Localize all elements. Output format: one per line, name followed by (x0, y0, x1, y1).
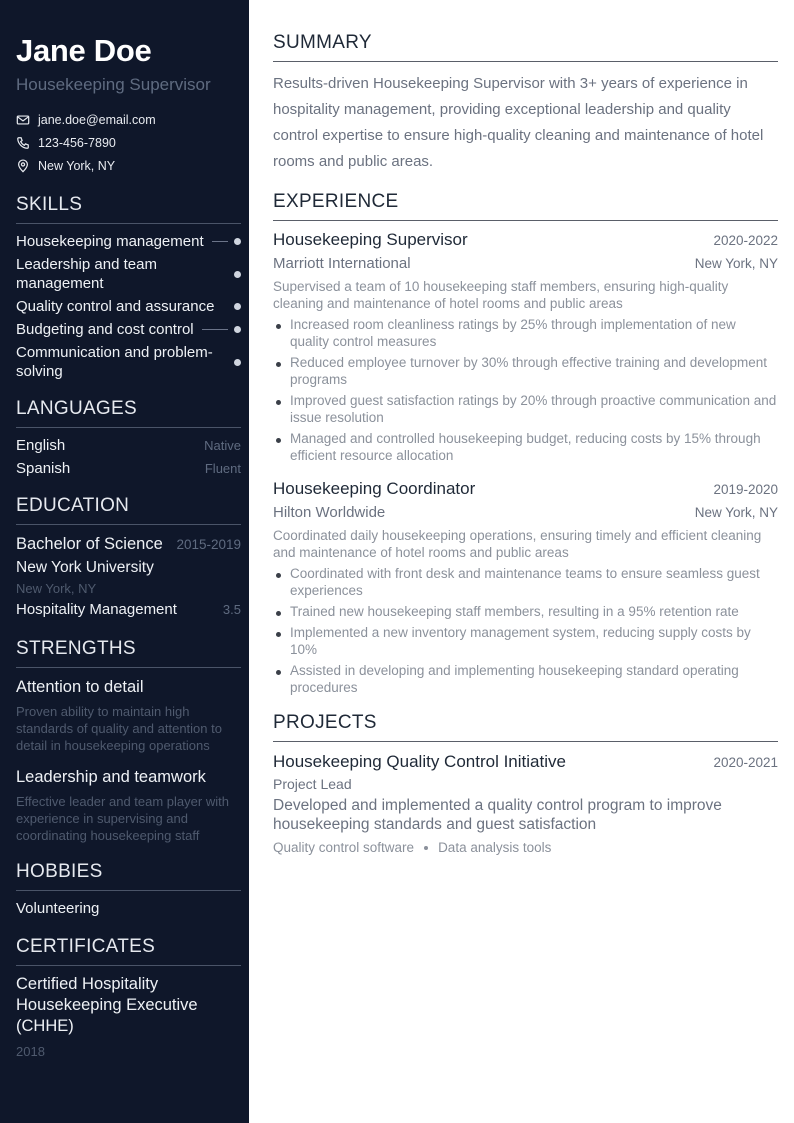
achievement-item: Implemented a new inventory management system, reducing supply costs by 10% (273, 624, 778, 658)
languages-heading: LANGUAGES (16, 397, 241, 428)
strength-description: Effective leader and team player with experience in supervising and coordinating housekeeping staff (16, 794, 229, 843)
project-description: Developed and implemented a quality control program to improve housekeeping standards and guest satisfaction (273, 797, 722, 833)
achievement-item: Improved guest satisfaction ratings by 20% through proactive communication and issue resolution (273, 392, 778, 426)
envelope-icon (16, 113, 30, 127)
project-tools (273, 840, 778, 855)
project-title-row (273, 751, 778, 773)
job-achievements (273, 316, 778, 464)
education-dates: 2015-2019 (176, 537, 241, 552)
skill-label: Housekeeping management (16, 233, 204, 250)
job-dates: 2019-2020 (713, 482, 778, 497)
job-description: Supervised a team of 10 housekeeping staff members, ensuring high-quality cleaning and maintenance of hotel rooms and public areas (273, 279, 729, 311)
language-item (16, 436, 241, 455)
skill-item (16, 232, 241, 251)
skill-dot (234, 271, 241, 278)
skill-item (16, 320, 241, 339)
job-location: New York, NY (694, 505, 778, 520)
project-item (273, 751, 778, 855)
project-role: Project Lead (273, 776, 352, 792)
sidebar (0, 0, 249, 1123)
location-text: New York, NY (38, 158, 116, 173)
skill-item (16, 297, 241, 316)
certificates-list (16, 974, 241, 1059)
projects-heading: PROJECTS (273, 712, 778, 742)
location-pin-icon (16, 159, 30, 173)
strength-description: Proven ability to maintain high standards of quality and attention to detail in housekeeping operations (16, 704, 222, 753)
education-degree-row (16, 533, 241, 555)
education-field: Hospitality Management (16, 601, 177, 618)
strengths-list (16, 676, 241, 844)
achievement-item: Increased room cleanliness ratings by 25% through implementation of new quality control measures (273, 316, 778, 350)
skill-label: Leadership and team management (16, 256, 157, 292)
education-gpa: 3.5 (222, 602, 241, 617)
skill-dot (234, 359, 241, 366)
contact-email[interactable] (16, 108, 241, 131)
tool-separator-dot (424, 846, 428, 850)
skill-dot (234, 326, 241, 333)
job-company: Marriott International (273, 255, 411, 272)
achievement-item: Trained new housekeeping staff members, resulting in a 95% retention rate (273, 603, 778, 620)
education-block (16, 533, 241, 621)
candidate-role: Housekeeping Supervisor (16, 75, 211, 94)
skill-connector (212, 241, 228, 242)
achievement-item: Assisted in developing and implementing housekeeping standard operating procedures (273, 662, 778, 696)
job-company-row (273, 251, 778, 275)
job-achievements (273, 565, 778, 696)
skill-label: Budgeting and cost control (16, 321, 194, 338)
certificates-heading: CERTIFICATES (16, 935, 241, 966)
language-level: Native (204, 438, 241, 453)
phone-text: 123-456-7890 (38, 135, 116, 150)
strengths-heading: STRENGTHS (16, 637, 241, 668)
job-title-row (273, 478, 778, 500)
skill-connector (222, 306, 228, 307)
experience-item (273, 478, 778, 696)
skill-dot (234, 238, 241, 245)
skill-label: Quality control and assurance (16, 298, 215, 315)
skill-item (16, 255, 241, 293)
job-title-row (273, 229, 778, 251)
achievement-item: Managed and controlled housekeeping budget, reducing costs by 15% through efficient resource allocation (273, 430, 778, 464)
achievement-item: Coordinated with front desk and maintenance teams to ensure seamless guest experiences (273, 565, 778, 599)
skills-heading: SKILLS (16, 193, 241, 224)
job-company: Hilton Worldwide (273, 504, 386, 521)
project-title: Housekeeping Quality Control Initiative (273, 752, 566, 771)
job-dates: 2020-2022 (713, 233, 778, 248)
skill-label: Communication and problem-solving (16, 344, 213, 380)
experience-item (273, 229, 778, 464)
achievement-item: Reduced employee turnover by 30% through effective training and development programs (273, 354, 778, 388)
language-name: English (16, 437, 66, 454)
languages-list (16, 436, 241, 478)
certificate-name: Certified Hospitality Housekeeping Executive (CHHE) (16, 975, 198, 1035)
contact-phone[interactable] (16, 131, 241, 154)
skill-dot (234, 303, 241, 310)
language-item (16, 459, 241, 478)
job-description: Coordinated daily housekeeping operations, ensuring timely and efficient cleaning and maintenance of hotel rooms and public areas (273, 528, 762, 560)
job-location: New York, NY (694, 256, 778, 271)
strength-title: Attention to detail (16, 678, 144, 696)
strength-item (16, 676, 241, 754)
job-company-row (273, 500, 778, 524)
candidate-name: Jane Doe (16, 33, 152, 68)
language-name: Spanish (16, 460, 71, 477)
strength-item (16, 766, 241, 844)
summary-text: Results-driven Housekeeping Supervisor with 3+ years of experience in hospitality management, providing exceptional leadership and quality control expertise to ensure high-quality cleaning and maintenance of hotel rooms and public areas. (273, 75, 764, 170)
job-title: Housekeeping Supervisor (273, 230, 468, 249)
summary-heading: SUMMARY (273, 32, 778, 62)
education-degree: Bachelor of Science (16, 535, 163, 553)
skill-connector (224, 362, 228, 363)
project-dates: 2020-2021 (713, 755, 778, 770)
skill-connector (224, 274, 228, 275)
hobbies-list (16, 899, 241, 919)
project-tool: Data analysis tools (438, 840, 552, 855)
certificate-year: 2018 (16, 1044, 45, 1059)
main-content (273, 32, 778, 855)
strength-title: Leadership and teamwork (16, 768, 206, 786)
hobbies-heading: HOBBIES (16, 860, 241, 891)
education-field-row (16, 599, 241, 621)
email-text: jane.doe@email.com (38, 112, 156, 127)
phone-icon (16, 136, 30, 150)
skill-connector (202, 329, 228, 330)
skills-list (16, 232, 241, 381)
education-heading: EDUCATION (16, 494, 241, 525)
skill-item (16, 343, 241, 381)
contact-list (16, 108, 241, 177)
hobby-item: Volunteering (16, 900, 100, 917)
experience-heading: EXPERIENCE (273, 191, 778, 221)
project-tool: Quality control software (273, 840, 415, 855)
education-school: New York University (16, 559, 154, 576)
contact-location (16, 154, 241, 177)
job-title: Housekeeping Coordinator (273, 479, 476, 498)
education-location: New York, NY (16, 581, 97, 596)
language-level: Fluent (204, 461, 241, 476)
